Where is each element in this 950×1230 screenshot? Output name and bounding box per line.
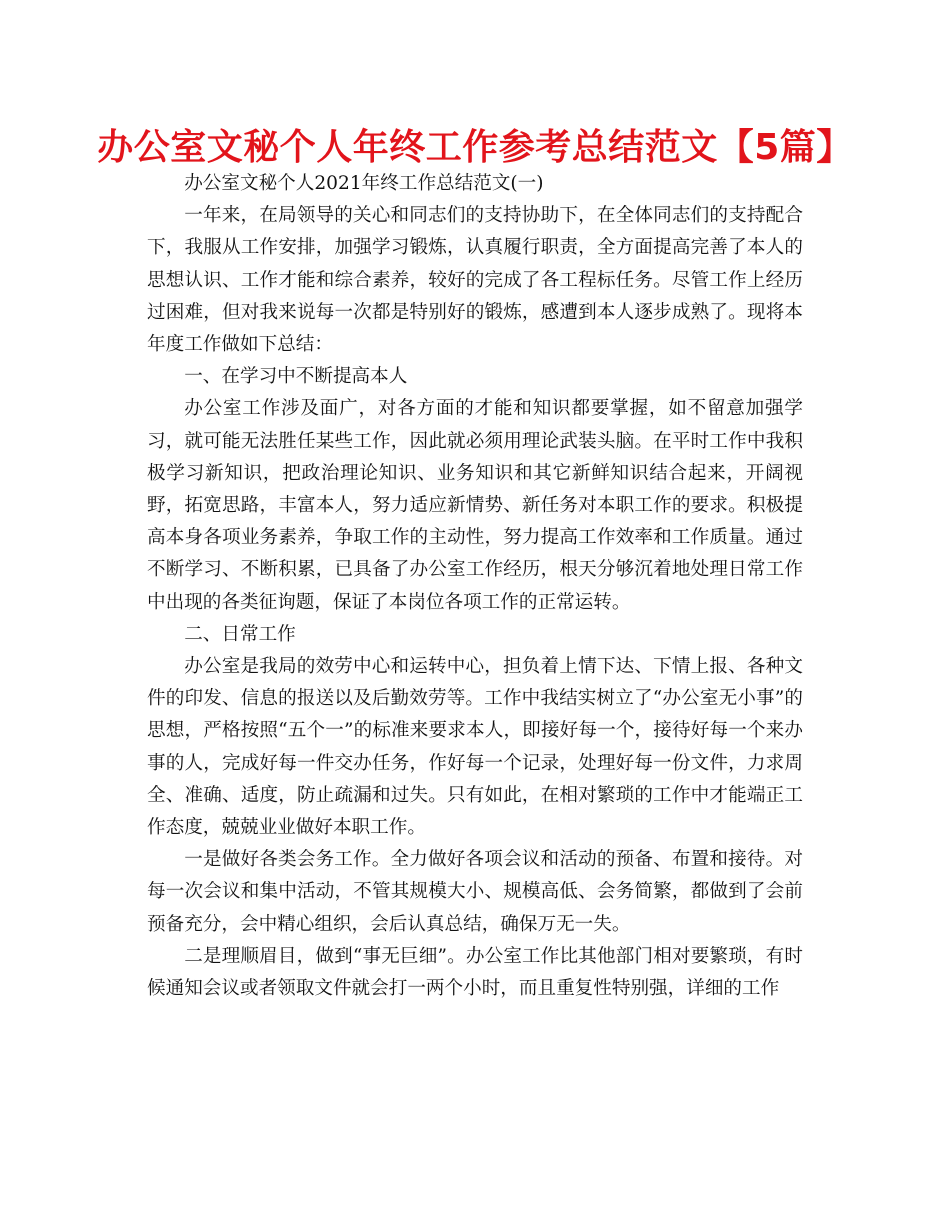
meeting-work-paragraph: 一是做好各类会务工作。全力做好各项会议和活动的预备、布置和接待。对每一次会议和集中活动，不管其规模大小、规模高低、会务简繁，都做到了会前预备充分，会中精心组织，会后认真总结，确保万无一失。 (147, 849, 803, 935)
intro-paragraph: 一年来，在局领导的关心和同志们的支持协助下，在全体同志们的支持配合下，我服从工作安排，加强学习锻炼，认真履行职责，全方面提高完善了本人的思想认识、工作才能和综合素养，较好的完成了各工程标任务。尽管工作上经历过困难，但对我来说每一次都是特别好的锻炼，感遭到本人逐步成熟了。现将本年度工作做如下总结： (147, 205, 803, 356)
daily-work-paragraph: 办公室是我局的效劳中心和运转中心，担负着上情下达、下情上报、各种文件的印发、信息的报送以及后勤效劳等。工作中我结实树立了“办公室无小事”的思想，严格按照“五个一”的标准来要求本人，即接好每一个，接待好每一个来办事的人，完成好每一件交办任务，作好每一个记录，处理好每一份文件，力求周全、准确、适度，防止疏漏和过失。只有如此，在相对繁琐的工作中才能端正工作态度，兢兢业业做好本职工作。 (147, 656, 803, 839)
subtitle-paragraph: 办公室文秘个人2021年终工作总结范文(一) (184, 173, 544, 194)
document-title: 办公室文秘个人年终工作参考总结范文【5篇】 (97, 127, 853, 168)
document-body (147, 168, 803, 1005)
section-heading-daily-work: 二、日常工作 (184, 623, 296, 645)
study-paragraph: 办公室工作涉及面广，对各方面的才能和知识都要掌握，如不留意加强学习，就可能无法胜任某些工作，因此就必须用理论武装头脑。在平时工作中我积极学习新知识，把政治理论知识、业务知识和其它新鲜知识结合起来，开阔视野，拓宽思路，丰富本人，努力适应新情势、新任务对本职工作的要求。积极提高本身各项业务素养，争取工作的主动性，努力提高工作效率和工作质量。通过不断学习、不断积累，已具备了办公室工作经历，根天分够沉着地处理日常工作中出现的各类征询题，保证了本岗位各项工作的正常运转。 (147, 398, 803, 613)
details-paragraph: 二是理顺眉目，做到“事无巨细”。办公室工作比其他部门相对要繁琐，有时候通知会议或者领取文件就会打一两个小时，而且重复性特别强，详细的工作 (147, 945, 803, 1000)
section-heading-study: 一、在学习中不断提高本人 (184, 366, 408, 388)
